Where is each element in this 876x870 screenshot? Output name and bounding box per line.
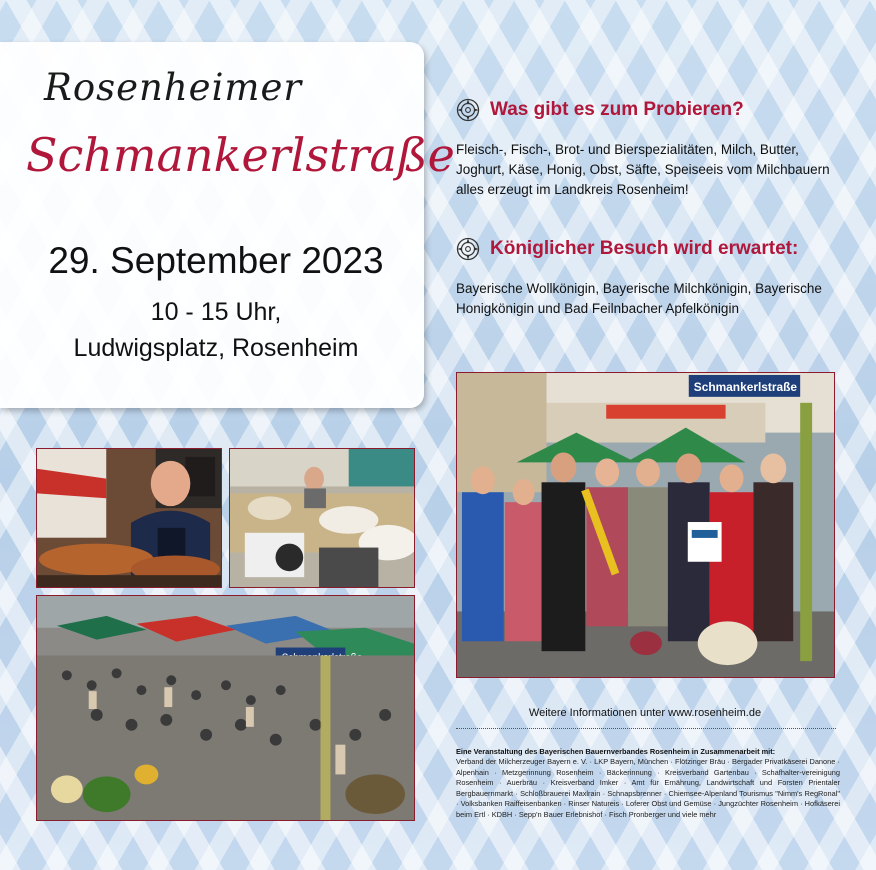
section-heading-besuch	[456, 237, 798, 261]
section-text-besuch: Bayerische Wollkönigin, Bayerische Milchkönigin, Bayerische Honigkönigin und Bad Feilnbacher Apfelkönigin	[456, 281, 822, 316]
dotted-divider	[456, 728, 836, 729]
event-time: 10 - 15 Uhr,	[150, 298, 282, 326]
photo-butcher	[36, 448, 222, 588]
section-heading-text: Was gibt es zum Probieren?	[490, 99, 744, 120]
info-line: Weitere Informationen unter www.rosenheim.de	[528, 707, 762, 719]
section-heading-probieren	[456, 98, 744, 122]
street-sign: Schmankerlstraße	[693, 379, 798, 394]
section-heading-text: Königlicher Besuch wird erwartet:	[490, 238, 799, 259]
title-line-1: Rosenheimer	[44, 66, 303, 109]
event-location: Ludwigsplatz, Rosenheim	[73, 334, 359, 362]
title-line-2: Schmankerlstraße	[26, 128, 455, 182]
rose-emblem-icon	[456, 237, 480, 261]
organizer-list: Verband der Milcherzeuger Bayern e. V. · LKP Bayern, München · Flötzinger Bräu · Bergader Privatkäserei Danone · Alpenhain · Metzgerinnung Rosenheim · Bäckerinnung · Kreisverband Gartenbau · Schafhalter-vereinigung Rosenheim · Auerbräu · Kreisverband Imker · Amt für Ernährung, Landwirtschaft und Forsten Prientaler Bergbauernmarkt · Schloßbrauerei Maxlrain · Schnapsbrenner · Chiemsee-Alpenland Tourismus "Nimm's RegRonal" · Volksbanken Raiffeisenbanken · Rinser Natureis · Loferer Obst und Gemüse · Jungzüchter Rosenheim · Hofkäserei beim Ertl · KDBH · Sepp'n Bauer Erlebnishof · Fisch Pronberger und viele mehr	[456, 757, 840, 819]
organizer-title: Eine Veranstaltung des Bayerischen Bauernverbandes Rosenheim in Zusammenarbeit mit:	[456, 747, 776, 756]
rose-emblem-icon	[456, 98, 480, 122]
event-date: 29. September 2023	[48, 240, 384, 281]
section-text-probieren: Fleisch-, Fisch-, Brot- und Bierspezialitäten, Milch, Butter, Joghurt, Käse, Honig, Obst, Säfte, Speiseeis vom Milchbauern alles erzeugt im Landkreis Rosenheim!	[456, 142, 830, 197]
photo-wool-stall	[229, 448, 415, 588]
photo-queens-group	[456, 372, 835, 678]
photo-street-market	[36, 595, 415, 821]
